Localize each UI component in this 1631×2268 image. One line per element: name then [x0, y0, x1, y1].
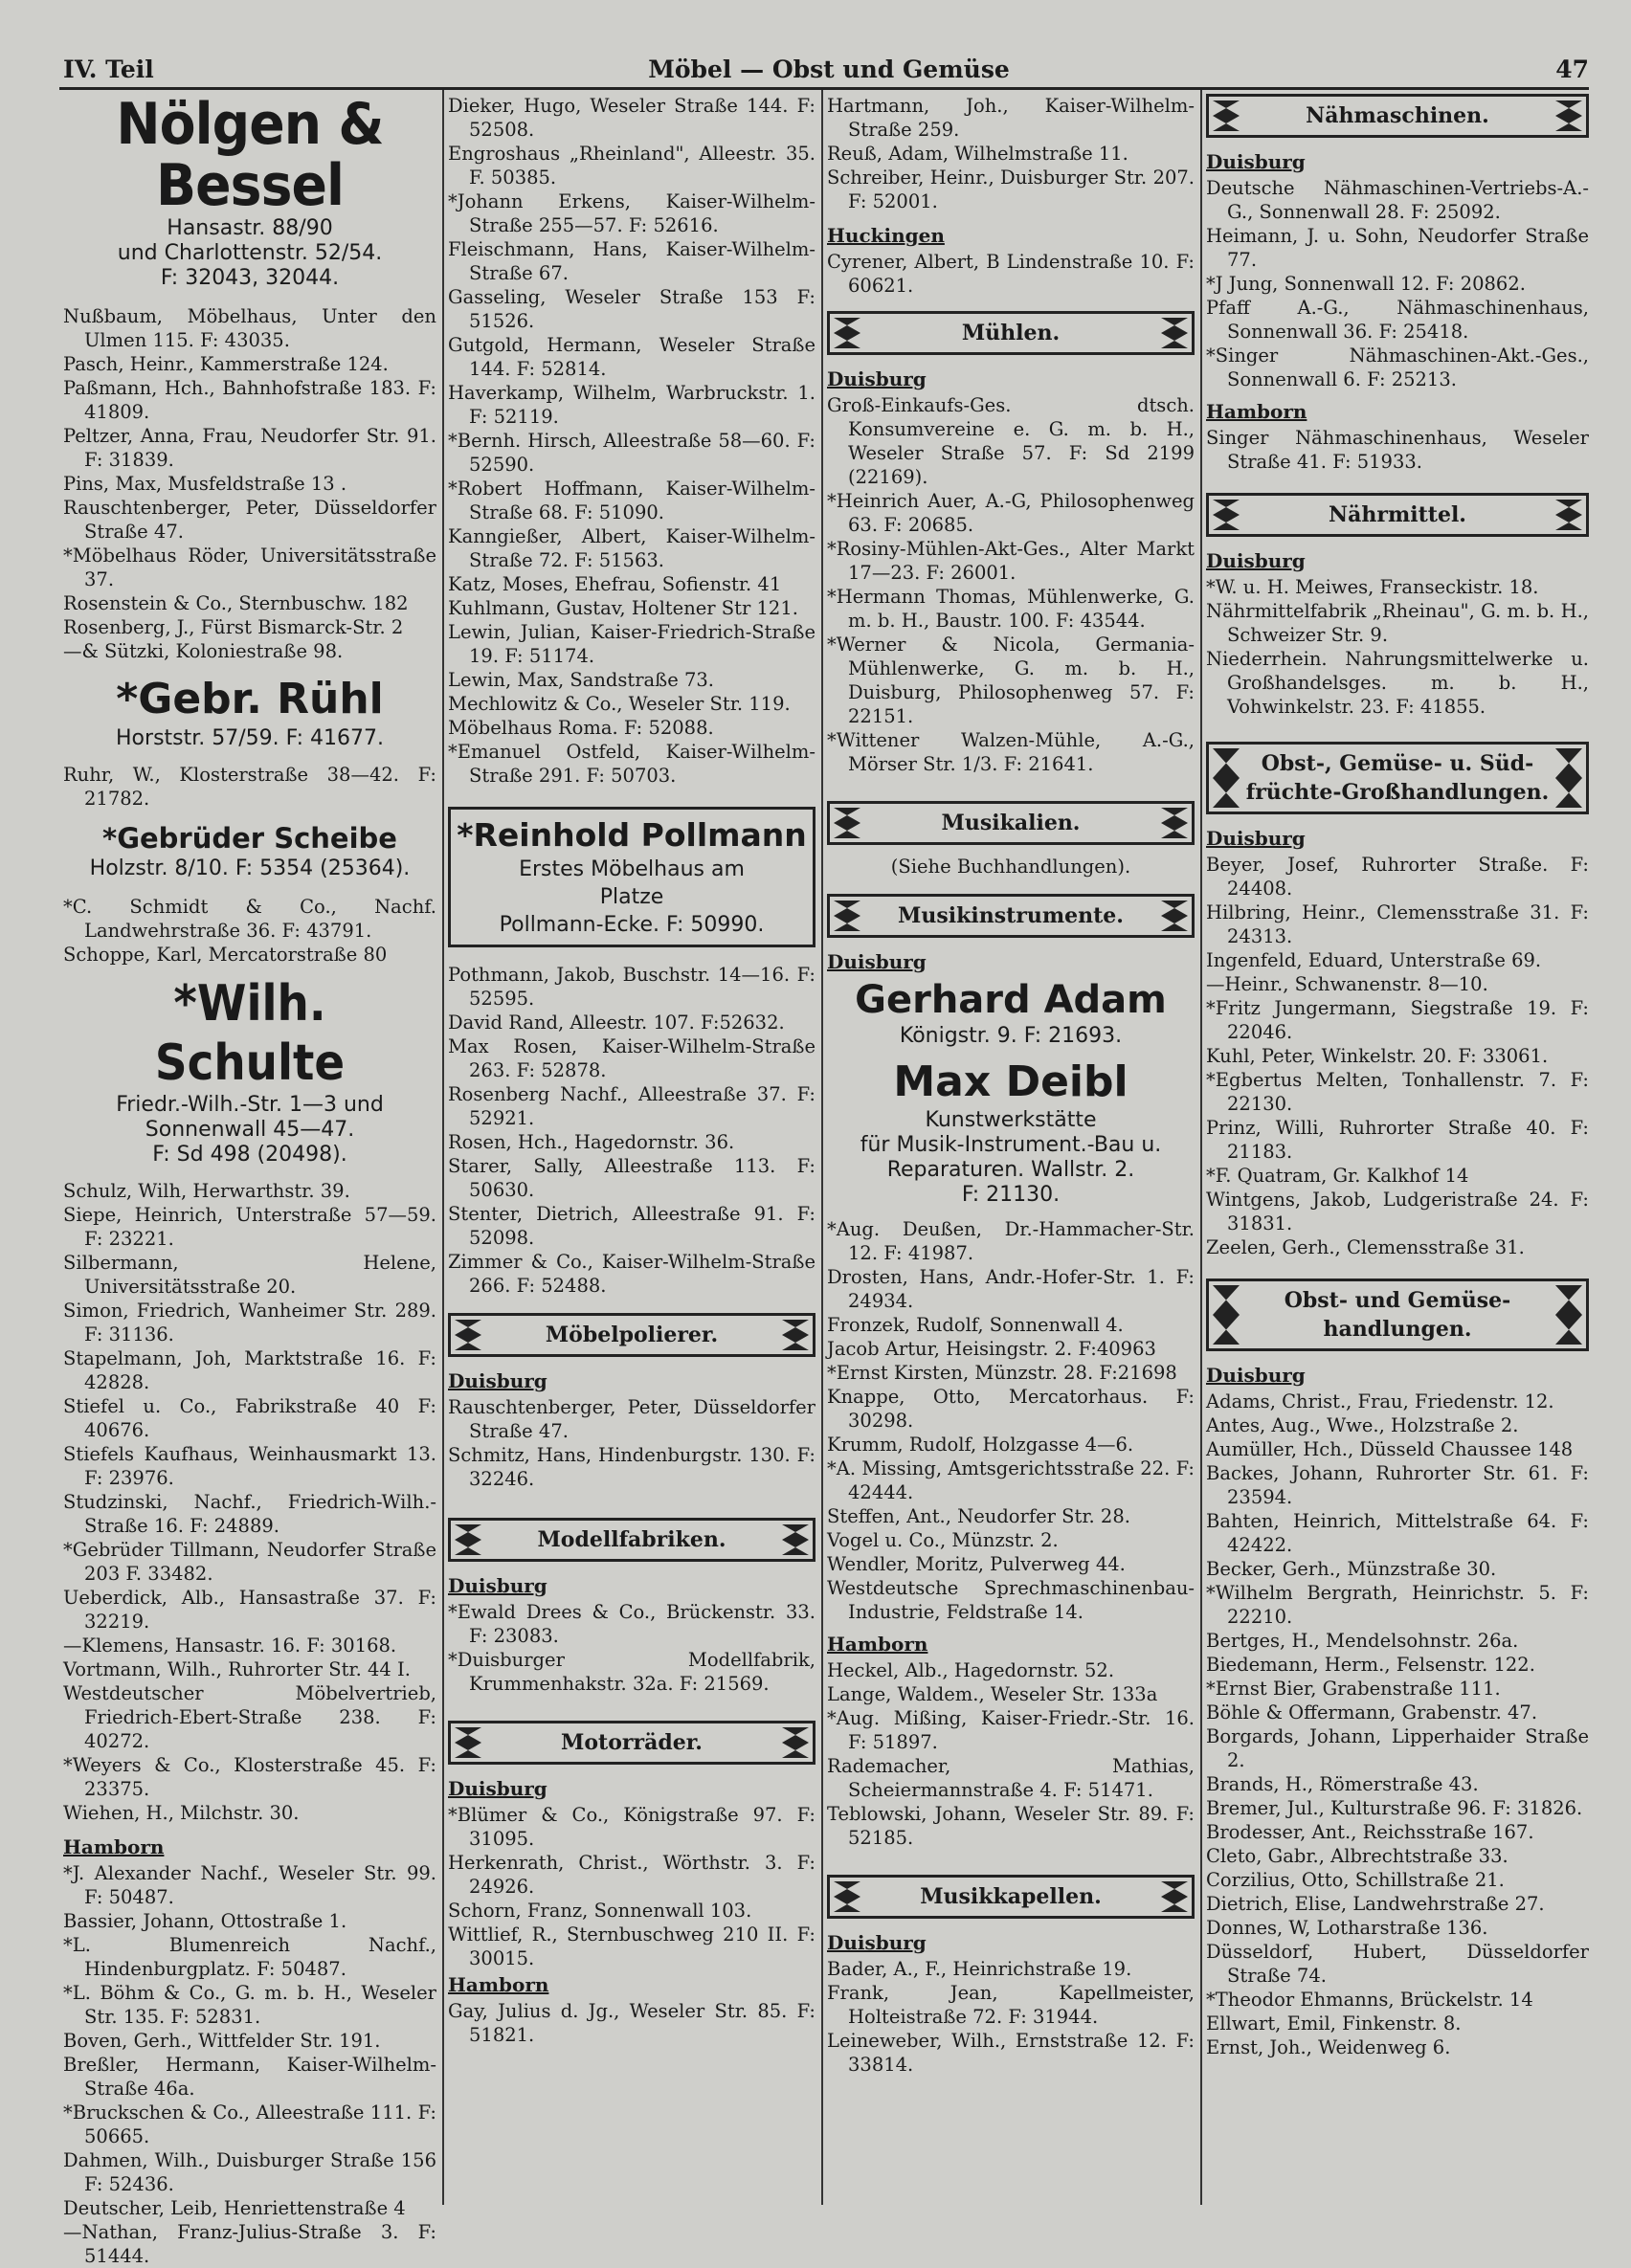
column-divider	[442, 90, 444, 2205]
directory-entry: Adams, Christ., Frau, Friedenstr. 12.	[1206, 1390, 1554, 1412]
advert-line: F: 32043, 32044.	[160, 266, 340, 290]
section-heading-musikalien	[827, 801, 1195, 845]
directory-entry: Max Rosen, Kaiser-Wilhelm-Straße 263. F: 52878.	[448, 1035, 816, 1081]
advert-line: Holzstr. 8/10. F: 5354 (25364).	[89, 856, 411, 880]
directory-entry: *L. Blumenreich Nachf., Hindenburgplatz. F: 50487.	[63, 1934, 436, 1980]
advert-line: Platze	[599, 885, 664, 909]
advert-name: *Gebrüder Scheibe	[102, 822, 397, 855]
entry-list	[1206, 853, 1589, 1259]
entry-list	[1206, 1390, 1589, 2059]
header-rule	[59, 87, 1589, 90]
directory-entry: Leineweber, Wilh., Ernststraße 12. F: 33814.	[827, 2030, 1195, 2076]
section-heading-naehmaschinen	[1206, 94, 1589, 138]
section-label: Motorräder.	[561, 1729, 703, 1755]
entry-list	[63, 895, 436, 967]
directory-entry: Boven, Gerh., Wittfelder Str. 191.	[63, 2030, 381, 2052]
directory-entry: Fleischmann, Hans, Kaiser-Wilhelm-Straße 67.	[448, 238, 816, 284]
directory-entry: *Blümer & Co., Königstraße 97. F: 31095.	[448, 1804, 816, 1850]
entry-list	[827, 1658, 1195, 1850]
part-label: IV. Teil	[63, 56, 154, 83]
directory-entry: Bremer, Jul., Kulturstraße 96. F: 31826.	[1206, 1797, 1583, 1819]
city-heading: Duisburg	[1206, 150, 1306, 173]
city-heading: Duisburg	[827, 1931, 927, 1954]
directory-entry: Ruhr, W., Klosterstraße 38—42. F: 21782.	[63, 764, 436, 810]
directory-entry: Teblowski, Johann, Weseler Str. 89. F: 52185.	[827, 1803, 1195, 1849]
directory-entry: Starer, Sally, Alleestraße 113. F: 50630.	[448, 1155, 816, 1201]
directory-entry: Möbelhaus Roma. F: 52088.	[448, 717, 714, 739]
directory-entry: Studzinski, Nachf., Friedrich-Wilh.-Straße 16. F: 24889.	[63, 1491, 436, 1537]
directory-entry: Schulz, Wilh, Herwarthstr. 39.	[63, 1180, 350, 1202]
directory-entry: —Nathan, Franz-Julius-Straße 3. F: 51444.	[63, 2221, 436, 2267]
section-label-line: früchte-Großhandlungen.	[1245, 780, 1550, 805]
directory-entry: Pfaff A.-G., Nähmaschinenhaus, Sonnenwall 36. F: 25418.	[1206, 297, 1589, 343]
directory-entry: *C. Schmidt & Co., Nachf. Landwehrstraße 36. F: 43791.	[63, 896, 436, 942]
directory-entry: Schreiber, Heinr., Duisburger Str. 207. F: 52001.	[827, 167, 1195, 212]
section-heading-naehrmittel	[1206, 493, 1589, 537]
directory-entry: Simon, Friedrich, Wanheimer Str. 289. F: 31136.	[63, 1300, 436, 1345]
section-heading-obst-grosshandlungen	[1206, 742, 1589, 814]
section-heading-musikkapellen	[827, 1875, 1195, 1919]
directory-entry: Kuhl, Peter, Winkelstr. 20. F: 33061.	[1206, 1045, 1549, 1067]
entry-list	[63, 1179, 436, 1825]
directory-entry: Pins, Max, Musfeldstraße 13 .	[63, 473, 347, 495]
advert-name: *Wilh. Schulte	[154, 975, 346, 1092]
directory-entry: *Weyers & Co., Klosterstraße 45. F: 23375.	[63, 1754, 436, 1800]
directory-entry: Hartmann, Joh., Kaiser-Wilhelm-Straße 259.	[827, 95, 1195, 141]
directory-entry: Peltzer, Anna, Frau, Neudorfer Str. 91. F: 31839.	[63, 425, 436, 471]
directory-entry: Becker, Gerh., Münzstraße 30.	[1206, 1558, 1497, 1580]
directory-entry: Prinz, Willi, Ruhrorter Straße 40. F: 21183.	[1206, 1117, 1589, 1163]
directory-entry: Pothmann, Jakob, Buschstr. 14—16. F: 52595.	[448, 964, 816, 1010]
directory-entry: Zeelen, Gerh., Clemensstraße 31.	[1206, 1236, 1525, 1258]
column-divider	[1200, 90, 1202, 2205]
entry-list	[827, 393, 1195, 776]
entry-list	[448, 1600, 816, 1696]
directory-entry: *Fritz Jungermann, Siegstraße 19. F: 22046.	[1206, 997, 1589, 1043]
section-title: Möbel — Obst und Gemüse	[648, 56, 1010, 83]
directory-entry: Dieker, Hugo, Weseler Straße 144. F: 52508.	[448, 95, 816, 141]
section-heading-musikinstrumente	[827, 894, 1195, 938]
directory-entry: Paßmann, Hch., Bahnhofstraße 183. F: 41809.	[63, 377, 436, 423]
section-label: Möbelpolierer.	[545, 1322, 719, 1347]
directory-entry: Vortmann, Wilh., Ruhrorter Str. 44 I.	[63, 1658, 411, 1680]
directory-entry: Deutsche Nähmaschinen-Vertriebs-A.-G., Sonnenwall 28. F: 25092.	[1206, 177, 1589, 223]
directory-entry: *Emanuel Ostfeld, Kaiser-Wilhelm-Straße 291. F: 50703.	[448, 741, 816, 787]
advert-line: Königstr. 9. F: 21693.	[899, 1024, 1123, 1048]
entry-list	[827, 94, 1195, 213]
directory-entry: Rosenstein & Co., Sternbuschw. 182	[63, 592, 409, 614]
directory-entry: Brands, H., Römerstraße 43.	[1206, 1773, 1479, 1795]
cross-reference-note: (Siehe Buchhandlungen).	[890, 856, 1131, 878]
directory-entry: *Wilhelm Bergrath, Heinrichstr. 5. F: 22210.	[1206, 1582, 1589, 1628]
directory-entry: Düsseldorf, Hubert, Düsseldorfer Straße 74.	[1206, 1941, 1589, 1987]
city-heading: Duisburg	[1206, 827, 1306, 850]
entry-list	[448, 1803, 816, 1970]
directory-entry: *F. Quatram, Gr. Kalkhof 14	[1206, 1165, 1469, 1187]
city-heading: Hamborn	[827, 1633, 928, 1656]
directory-entry: *Rosiny-Mühlen-Akt-Ges., Alter Markt 17—23. F: 26001.	[827, 538, 1195, 584]
entry-list	[827, 250, 1195, 298]
directory-entry: Donnes, W, Lotharstraße 136.	[1206, 1917, 1488, 1939]
directory-entry: Wiehen, H., Milchstr. 30.	[63, 1802, 300, 1824]
directory-entry: Bertges, H., Mendelsohnstr. 26a.	[1206, 1630, 1519, 1652]
directory-entry: *Möbelhaus Röder, Universitätsstraße 37.	[63, 545, 436, 590]
directory-entry: Pasch, Heinr., Kammerstraße 124.	[63, 353, 389, 375]
directory-entry: Rademacher, Mathias, Scheiermannstraße 4. F: 51471.	[827, 1755, 1195, 1801]
directory-entry: Kanngießer, Albert, Kaiser-Wilhelm-Straße 72. F: 51563.	[448, 525, 816, 571]
directory-entry: *Aug. Deußen, Dr.-Hammacher-Str. 12. F: 41987.	[827, 1218, 1195, 1264]
city-heading: Duisburg	[827, 367, 927, 390]
section-label: Mühlen.	[961, 320, 1061, 345]
directory-entry: Schoppe, Karl, Mercatorstraße 80	[63, 944, 388, 966]
directory-entry: Corzilius, Otto, Schillstraße 21.	[1206, 1869, 1505, 1891]
directory-entry: Heckel, Alb., Hagedornstr. 52.	[827, 1659, 1115, 1681]
directory-entry: Gasseling, Weseler Straße 153 F: 51526.	[448, 286, 816, 332]
directory-entry: Ellwart, Emil, Finkenstr. 8.	[1206, 2012, 1462, 2035]
directory-entry: Aumüller, Hch., Düsseld Chaussee 148	[1206, 1438, 1574, 1460]
advert-gebrueder-scheibe	[63, 820, 436, 881]
directory-entry: Niederrhein. Nahrungsmittelwerke u. Großhandelsges. m. b. H., Vohwinkelstr. 23. F: 41855.	[1206, 648, 1589, 718]
directory-entry: *A. Missing, Amtsgerichtsstraße 22. F: 42444.	[827, 1457, 1195, 1503]
directory-entry: Lewin, Max, Sandstraße 73.	[448, 669, 714, 691]
city-heading: Duisburg	[1206, 1364, 1306, 1387]
directory-entry: Fronzek, Rudolf, Sonnenwall 4.	[827, 1314, 1124, 1336]
directory-entry: Heimann, J. u. Sohn, Neudorfer Straße 77.	[1206, 225, 1589, 271]
directory-entry: Backes, Johann, Ruhrorter Str. 61. F: 23594.	[1206, 1462, 1589, 1508]
advert-line: Sonnenwall 45—47.	[145, 1118, 355, 1142]
directory-entry: Rosen, Hch., Hagedornstr. 36.	[448, 1131, 735, 1153]
column-1	[63, 91, 436, 2268]
directory-entry: Stiefel u. Co., Fabrikstraße 40 F: 40676.	[63, 1395, 436, 1441]
directory-entry: Schmitz, Hans, Hindenburgstr. 130. F: 32246.	[448, 1444, 816, 1490]
directory-entry: *J Jung, Sonnenwall 12. F: 20862.	[1206, 273, 1526, 295]
directory-entry: Zimmer & Co., Kaiser-Wilhelm-Straße 266. F: 52488.	[448, 1251, 816, 1297]
directory-entry: *Werner & Nicola, Germania-Mühlenwerke, G. m. b. H., Duisburg, Philosophenweg 57. F: 22151.	[827, 634, 1195, 727]
city-heading: Hamborn	[448, 1973, 549, 1996]
directory-entry: Rauschtenberger, Peter, Düsseldorfer Straße 47.	[63, 497, 436, 543]
directory-entry: Drosten, Hans, Andr.-Hofer-Str. 1. F: 24934.	[827, 1266, 1195, 1312]
advert-line: Friedr.-Wilh.-Str. 1—3 und	[116, 1093, 384, 1117]
directory-entry: Nußbaum, Möbelhaus, Unter den Ulmen 115. F: 43035.	[63, 305, 436, 351]
advert-name: Nölgen & Bessel	[116, 91, 384, 219]
section-heading-motorraeder	[448, 1721, 816, 1765]
directory-entry: Biedemann, Herm., Felsenstr. 122.	[1206, 1654, 1535, 1676]
directory-entry: *Duisburger Modellfabrik, Krummenhakstr. 32a. F: 21569.	[448, 1649, 816, 1695]
directory-entry: Lange, Waldem., Weseler Str. 133a	[827, 1683, 1158, 1705]
directory-entry: Kuhlmann, Gustav, Holtener Str 121.	[448, 597, 798, 619]
advert-reinhold-pollmann	[448, 807, 816, 947]
directory-entry: Borgards, Johann, Lipperhaider Straße 2.	[1206, 1725, 1589, 1771]
entry-list	[448, 1395, 816, 1491]
directory-entry: Engroshaus „Rheinland", Alleestr. 35. F. 50385.	[448, 143, 816, 189]
directory-entry: *Ernst Kirsten, Münzstr. 28. F:21698	[827, 1362, 1177, 1384]
directory-entry: Ueberdick, Alb., Hansastraße 37. F: 32219.	[63, 1587, 436, 1633]
directory-entry: Breßler, Hermann, Kaiser-Wilhelm-Straße 46a.	[63, 2054, 436, 2100]
directory-entry: Singer Nähmaschinenhaus, Weseler Straße 41. F: 51933.	[1206, 427, 1589, 473]
section-label: Musikinstrumente.	[898, 902, 1124, 928]
directory-entry: Frank, Jean, Kapellmeister, Holteistraße 72. F: 31944.	[827, 1982, 1195, 2028]
advert-line: Horststr. 57/59. F: 41677.	[116, 726, 384, 750]
directory-entry: Cyrener, Albert, B Lindenstraße 10. F: 60621.	[827, 251, 1195, 297]
city-heading: Duisburg	[448, 1574, 547, 1597]
directory-entry: Reuß, Adam, Wilhelmstraße 11.	[827, 143, 1128, 165]
directory-entry: *W. u. H. Meiwes, Franseckistr. 18.	[1206, 576, 1539, 598]
directory-entry: Rosenberg, J., Fürst Bismarck-Str. 2	[63, 616, 404, 638]
directory-entry: Rauschtenberger, Peter, Düsseldorfer Straße 47.	[448, 1396, 816, 1442]
directory-entry: Westdeutsche Sprechmaschinenbau-Industrie, Feldstraße 14.	[827, 1577, 1195, 1623]
directory-entry: Bader, A., F., Heinrichstraße 19.	[827, 1958, 1132, 1980]
entry-list	[63, 304, 436, 663]
directory-entry: *Wittener Walzen-Mühle, A.-G., Mörser Str. 1/3. F: 21641.	[827, 729, 1195, 775]
directory-entry: Wittlief, R., Sternbuschweg 210 II. F: 30015.	[448, 1923, 816, 1969]
entry-list	[448, 1999, 816, 2047]
directory-entry: Antes, Aug., Wwe., Holzstraße 2.	[1206, 1414, 1519, 1436]
directory-entry: Siepe, Heinrich, Unterstraße 57—59. F: 23221.	[63, 1204, 436, 1250]
directory-entry: Krumm, Rudolf, Holzgasse 4—6.	[827, 1434, 1134, 1456]
advert-max-deibl	[827, 1056, 1195, 1208]
advert-line: Kunstwerkstätte	[925, 1108, 1097, 1132]
entry-list	[448, 94, 816, 788]
directory-entry: Knappe, Otto, Mercatorhaus. F: 30298.	[827, 1386, 1195, 1432]
directory-entry: Vogel u. Co., Münzstr. 2.	[827, 1529, 1059, 1551]
advert-line: und Charlottenstr. 52/54.	[117, 241, 383, 265]
directory-entry: *Aug. Mißing, Kaiser-Friedr.-Str. 16. F: 51897.	[827, 1707, 1195, 1753]
section-label: Nährmittel.	[1329, 501, 1466, 527]
directory-entry: Stiefels Kaufhaus, Weinhausmarkt 13. F: 23976.	[63, 1443, 436, 1489]
entry-list	[827, 1957, 1195, 2077]
directory-entry: *Gebrüder Tillmann, Neudorfer Straße 203 F. 33482.	[63, 1539, 436, 1585]
directory-entry: Lewin, Julian, Kaiser-Friedrich-Straße 19. F: 51174.	[448, 621, 816, 667]
directory-entry: Katz, Moses, Ehefrau, Sofienstr. 41	[448, 573, 782, 595]
directory-entry: —Heinr., Schwanenstr. 8—10.	[1206, 973, 1488, 995]
city-heading: Duisburg	[448, 1777, 547, 1800]
column-4	[1206, 94, 1589, 2059]
directory-entry: Mechlowitz & Co., Weseler Str. 119.	[448, 693, 791, 715]
directory-entry: *Heinrich Auer, A.-G, Philosophenweg 63. F: 20685.	[827, 490, 1195, 536]
directory-entry: Jacob Artur, Heisingstr. 2. F:40963	[827, 1338, 1156, 1360]
directory-entry: Nährmittelfabrik „Rheinau", G. m. b. H., Schweizer Str. 9.	[1206, 600, 1589, 646]
section-label: Nähmaschinen.	[1306, 102, 1489, 128]
advert-line: F: Sd 498 (20498).	[152, 1143, 347, 1167]
city-heading: Duisburg	[827, 950, 927, 973]
directory-entry: Dahmen, Wilh., Duisburger Straße 156 F: 52436.	[63, 2149, 436, 2195]
advert-gebr-ruehl	[63, 673, 436, 751]
page-number: 47	[1555, 56, 1589, 83]
directory-entry: Deutscher, Leib, Henriettenstraße 4	[63, 2197, 406, 2219]
section-label: Musikkapellen.	[920, 1883, 1102, 1909]
directory-entry: *Ernst Bier, Grabenstraße 111.	[1206, 1678, 1501, 1700]
section-heading-obst-gemuesehandlungen	[1206, 1279, 1589, 1351]
directory-entry: Groß-Einkaufs-Ges. dtsch. Konsumvereine e. G. m. b. H., Weseler Straße 57. F: Sd 2199 (22169).	[827, 394, 1195, 488]
directory-entry: Wendler, Moritz, Pulverweg 44.	[827, 1553, 1126, 1575]
directory-entry: Dietrich, Elise, Landwehrstraße 27.	[1206, 1893, 1545, 1915]
directory-entry: Haverkamp, Wilhelm, Warbruckstr. 1. F: 52119.	[448, 382, 816, 428]
advert-line: Erstes Möbelhaus am	[519, 857, 745, 881]
section-label-line: Obst-, Gemüse- u. Süd-	[1261, 751, 1534, 776]
directory-entry: Bahten, Heinrich, Mittelstraße 64. F: 42422.	[1206, 1510, 1589, 1556]
directory-entry: —Klemens, Hansastr. 16. F: 30168.	[63, 1634, 397, 1657]
directory-entry: Rosenberg Nachf., Alleestraße 37. F: 52921.	[448, 1083, 816, 1129]
directory-entry: Steffen, Ant., Neudorfer Str. 28.	[827, 1505, 1130, 1527]
city-heading: Duisburg	[448, 1369, 547, 1392]
directory-entry: Wintgens, Jakob, Ludgeristraße 24. F: 31831.	[1206, 1189, 1589, 1234]
directory-entry: Böhle & Offermann, Grabenstr. 47.	[1206, 1701, 1538, 1723]
directory-entry: Cleto, Gabr., Albrechtstraße 33.	[1206, 1845, 1508, 1867]
section-heading-moebelpolierer	[448, 1313, 816, 1357]
directory-entry: *Singer Nähmaschinen-Akt.-Ges., Sonnenwall 6. F: 25213.	[1206, 345, 1589, 390]
advert-noelgen-bessel	[63, 91, 436, 291]
directory-entry: Stapelmann, Joh, Marktstraße 16. F: 42828.	[63, 1347, 436, 1393]
directory-entry: *Theodor Ehmanns, Brückelstr. 14	[1206, 1989, 1533, 2011]
page-header	[63, 56, 1595, 88]
directory-entry: *Robert Hoffmann, Kaiser-Wilhelm-Straße 68. F: 51090.	[448, 478, 816, 523]
directory-entry: —& Sützki, Koloniestraße 98.	[63, 640, 344, 662]
section-heading-muehlen	[827, 311, 1195, 355]
directory-entry: Gutgold, Hermann, Weseler Straße 144. F: 52814.	[448, 334, 816, 380]
directory-entry: Beyer, Josef, Ruhrorter Straße. F: 24408.	[1206, 854, 1589, 900]
city-heading: Hamborn	[63, 1835, 165, 1858]
advert-line: Hansastr. 88/90	[167, 216, 333, 240]
advert-line: Pollmann-Ecke. F: 50990.	[499, 913, 765, 937]
column-2	[448, 94, 816, 2047]
advert-name: *Reinhold Pollmann	[457, 816, 807, 854]
directory-entry: *Bernh. Hirsch, Alleestraße 58—60. F: 52590.	[448, 430, 816, 476]
directory-entry: *J. Alexander Nachf., Weseler Str. 99. F: 50487.	[63, 1862, 436, 1908]
entry-list	[1206, 176, 1589, 391]
directory-entry: Bassier, Johann, Ottostraße 1.	[63, 1910, 347, 1932]
section-label	[1285, 1286, 1511, 1344]
entry-list	[1206, 426, 1589, 474]
entry-list	[63, 763, 436, 811]
city-heading: Duisburg	[1206, 549, 1306, 572]
entry-list	[1206, 575, 1589, 719]
advert-name: *Gebr. Rühl	[116, 675, 384, 723]
column-divider	[821, 90, 823, 2205]
directory-entry: Herkenrath, Christ., Wörthstr. 3. F: 24926.	[448, 1852, 816, 1898]
advert-gerhard-adam	[827, 976, 1195, 1049]
entry-list	[448, 963, 816, 1298]
advert-line: F: 21130.	[961, 1183, 1061, 1207]
directory-entry: Hilbring, Heinr., Clemensstraße 31. F: 24313.	[1206, 901, 1589, 947]
city-heading: Huckingen	[827, 224, 945, 247]
directory-entry: *L. Böhm & Co., G. m. b. H., Weseler Str. 135. F: 52831.	[63, 1982, 436, 2028]
directory-entry: Westdeutscher Möbelvertrieb, Friedrich-Ebert-Straße 238. F: 40272.	[63, 1682, 436, 1752]
section-heading-modellfabriken	[448, 1518, 816, 1562]
directory-entry: Stenter, Dietrich, Alleestraße 91. F: 52098.	[448, 1203, 816, 1249]
directory-entry: Brodesser, Ant., Reichsstraße 167.	[1206, 1821, 1534, 1843]
directory-entry: Ernst, Joh., Weidenweg 6.	[1206, 2036, 1451, 2058]
directory-entry: *Johann Erkens, Kaiser-Wilhelm-Straße 255—57. F: 52616.	[448, 190, 816, 236]
directory-entry: David Rand, Alleestr. 107. F:52632.	[448, 1012, 785, 1034]
advert-line: Reparaturen. Wallstr. 2.	[886, 1158, 1135, 1182]
section-label	[1246, 749, 1550, 807]
section-label-line: Obst- und Gemüse-	[1284, 1288, 1511, 1313]
advert-wilh-schulte	[63, 974, 436, 1167]
section-label: Modellfabriken.	[537, 1526, 726, 1552]
section-label-line: handlungen.	[1323, 1317, 1472, 1342]
city-heading: Hamborn	[1206, 400, 1307, 423]
advert-line: für Musik-Instrument.-Bau u.	[860, 1133, 1162, 1157]
directory-entry: Gay, Julius d. Jg., Weseler Str. 85. F: 51821.	[448, 2000, 816, 2046]
directory-entry: *Hermann Thomas, Mühlenwerke, G. m. b. H., Baustr. 100. F: 43544.	[827, 586, 1195, 632]
advert-name: Max Deibl	[893, 1057, 1128, 1106]
column-3	[827, 94, 1195, 2077]
advert-name: Gerhard Adam	[855, 978, 1167, 1022]
directory-entry: *Bruckschen & Co., Alleestraße 111. F: 50665.	[63, 2101, 436, 2147]
directory-entry: Schorn, Franz, Sonnenwall 103.	[448, 1900, 752, 1922]
entry-list	[827, 1217, 1195, 1624]
directory-entry: Silbermann, Helene, Universitätsstraße 20.	[63, 1252, 436, 1298]
directory-entry: *Ewald Drees & Co., Brückenstr. 33. F: 23083.	[448, 1601, 816, 1647]
section-label: Musikalien.	[941, 810, 1081, 835]
entry-list	[63, 1861, 436, 2268]
directory-entry: Ingenfeld, Eduard, Unterstraße 69.	[1206, 949, 1542, 971]
directory-entry: *Egbertus Melten, Tonhallenstr. 7. F: 22130.	[1206, 1069, 1589, 1115]
